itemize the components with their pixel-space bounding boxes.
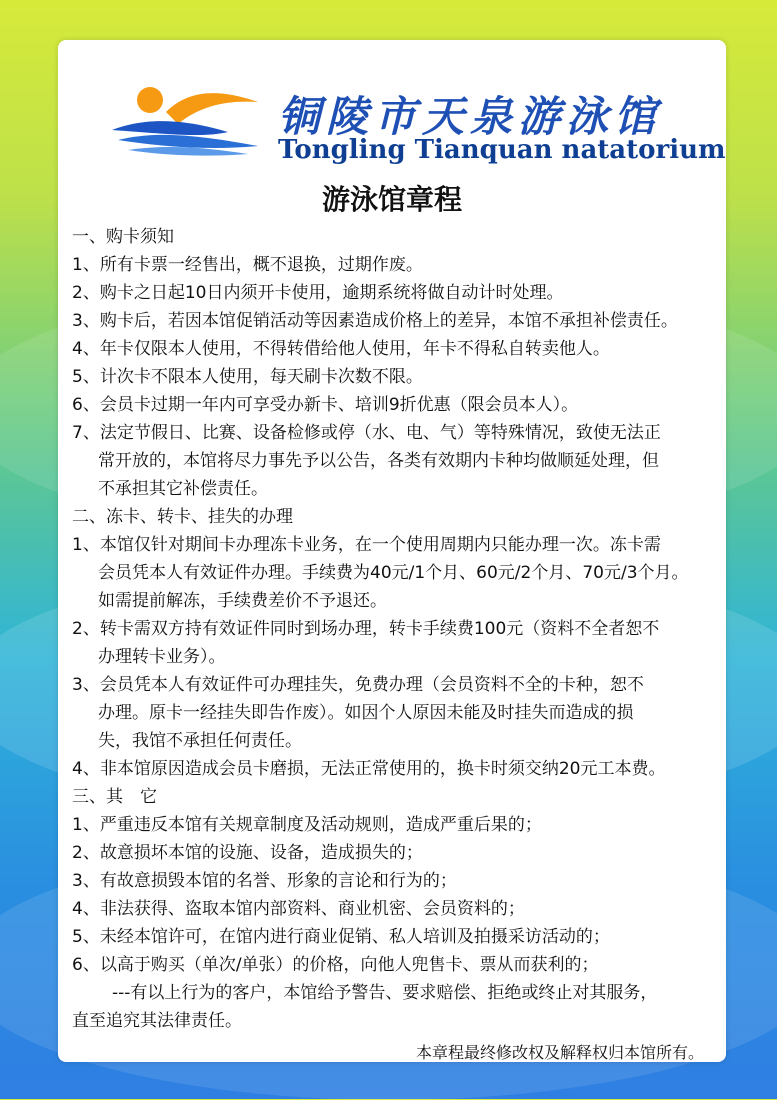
content-line: 2、购卡之日起10日内须开卡使用，逾期系统将做自动计时处理。 <box>72 283 564 303</box>
logo-english-name: Tongling Tianquan natatorium <box>278 135 726 165</box>
content-line: 4、非法获得、盗取本馆内部资料、商业机密、会员资料的； <box>72 899 525 919</box>
content-line: 1、本馆仅针对期间卡办理冻卡业务，在一个使用周期内只能办理一次。冻卡需 <box>72 535 661 555</box>
content-line: 3、会员凭本人有效证件可办理挂失，免费办理（会员资料不全的卡种，恕不 <box>72 675 644 695</box>
content-line: ---有以上行为的客户，本馆给予警告、要求赔偿、拒绝或终止对其服务， <box>112 983 658 1003</box>
content-line: 2、故意损坏本馆的设施、设备，造成损失的； <box>72 843 423 863</box>
content-line: 6、会员卡过期一年内可享受办新卡、培训9折优惠（限会员本人）。 <box>72 395 579 415</box>
content-line: 3、购卡后，若因本馆促销活动等因素造成价格上的差异，本馆不承担补偿责任。 <box>72 311 678 331</box>
content-line: 6、以高于购买（单次/单张）的价格，向他人兜售卡、票从而获利的； <box>72 955 599 975</box>
footer-note: 本章程最终修改权及解释权归本馆所有。 <box>415 1043 704 1062</box>
content-line: 4、非本馆原因造成会员卡磨损，无法正常使用的，换卡时须交纳20元工本费。 <box>72 759 666 779</box>
content-line: 失，我馆不承担任何责任。 <box>98 731 302 751</box>
content-line: 4、年卡仅限本人使用，不得转借给他人使用，年卡不得私自转卖他人。 <box>72 339 610 359</box>
content-line: 1、严重违反本馆有关规章制度及活动规则，造成严重后果的； <box>72 815 542 835</box>
section-heading: 一、购卡须知 <box>72 227 174 247</box>
content-line: 3、有故意损毁本馆的名誉、形象的言论和行为的； <box>72 871 457 891</box>
content-line: 1、所有卡票一经售出，概不退换，过期作废。 <box>72 255 423 275</box>
content-line: 5、计次卡不限本人使用，每天刷卡次数不限。 <box>72 367 423 387</box>
content-line: 7、法定节假日、比赛、设备检修或停（水、电、气）等特殊情况，致使无法正 <box>72 423 661 443</box>
section-heading: 二、冻卡、转卡、挂失的办理 <box>72 507 293 527</box>
content-line: 2、转卡需双方持有效证件同时到场办理，转卡手续费100元（资料不全者恕不 <box>72 619 660 639</box>
content-line: 常开放的，本馆将尽力事先予以公告，各类有效期内卡种均做顺延处理，但 <box>98 451 659 471</box>
content-line: 如需提前解冻，手续费差价不予退还。 <box>98 591 387 611</box>
content-line: 不承担其它补偿责任。 <box>98 479 268 499</box>
content-line: 直至追究其法律责任。 <box>72 1011 242 1031</box>
content-line: 办理。原卡一经挂失即告作废）。如因个人原因未能及时挂失而造成的损 <box>98 703 634 723</box>
regulation-content <box>72 223 720 1035</box>
content-line: 办理转卡业务）。 <box>98 647 226 667</box>
document-title: 游泳馆章程 <box>321 183 462 216</box>
swimmer-logo-icon <box>108 80 268 158</box>
logo-chinese-name: 铜陵市天泉游泳馆 <box>278 92 663 141</box>
content-line: 5、未经本馆许可，在馆内进行商业促销、私人培训及拍摄采访活动的； <box>72 927 610 947</box>
section-heading: 三、其 它 <box>72 787 157 807</box>
document-panel <box>58 40 726 1062</box>
content-line: 会员凭本人有效证件办理。手续费为40元/1个月、60元/2个月、70元/3个月。 <box>98 563 689 583</box>
